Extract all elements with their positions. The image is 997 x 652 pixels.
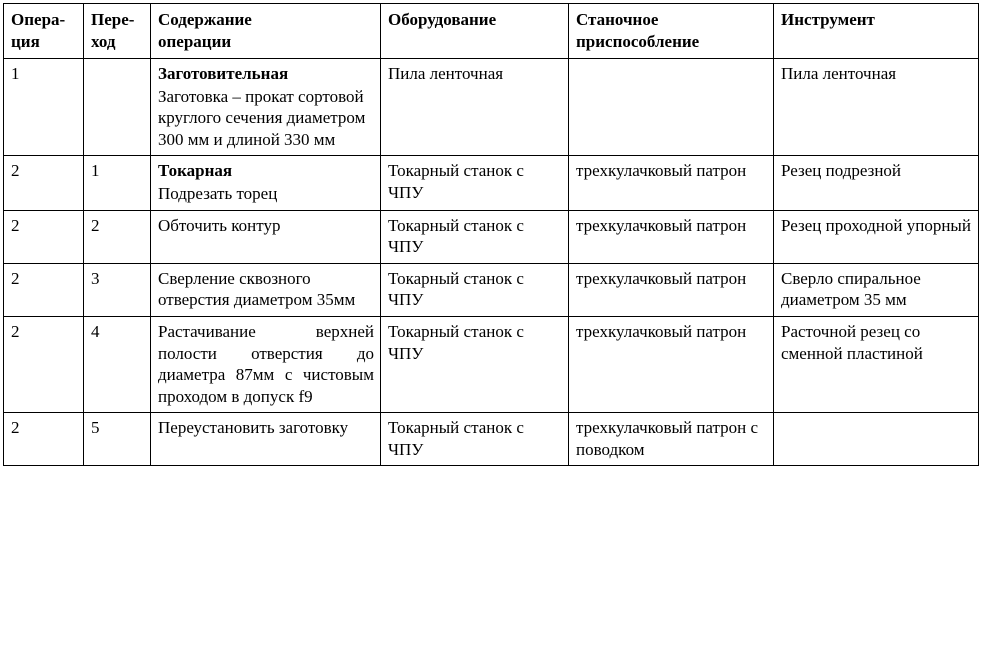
- cell-content-text: Переустановить заготовку: [158, 418, 349, 438]
- header-fixture: [569, 4, 774, 59]
- cell-transition: 5: [84, 413, 151, 466]
- header-transition-line2: ход: [91, 31, 116, 51]
- cell-content: [151, 59, 381, 156]
- cell-equipment: Пила ленточная: [381, 59, 569, 156]
- cell-content-title: Заготовительная: [158, 64, 289, 84]
- cell-content: [151, 263, 381, 316]
- cell-equipment: Токарный станок с ЧПУ: [381, 263, 569, 316]
- cell-content-title: Токарная: [158, 161, 233, 181]
- header-equipment: Оборудование: [381, 4, 569, 59]
- header-transition: [84, 4, 151, 59]
- table-body: [4, 59, 979, 466]
- header-content-line2: операции: [158, 31, 232, 51]
- cell-fixture: [569, 59, 774, 156]
- cell-tool: [774, 413, 979, 466]
- header-operation-line1: Опера-: [11, 10, 66, 29]
- cell-operation: 2: [4, 316, 84, 412]
- cell-content-text: Подрезать торец: [158, 184, 278, 204]
- cell-fixture: трехкулачковый патрон: [569, 263, 774, 316]
- cell-content-text: Заготовка – прокат сортовой круглого сечения диаметром 300 мм и длиной 330 мм: [158, 86, 366, 149]
- cell-fixture: трехкулачковый патрон: [569, 210, 774, 263]
- cell-tool: Расточной резец со сменной пластиной: [774, 316, 979, 412]
- table-row: [4, 316, 979, 412]
- table-row: [4, 263, 979, 316]
- header-transition-line1: Пере-: [91, 10, 135, 29]
- cell-fixture: трехкулачковый патрон с поводком: [569, 413, 774, 466]
- cell-transition: 2: [84, 210, 151, 263]
- header-fixture-line1: Станочное: [576, 10, 659, 29]
- cell-equipment: Токарный станок с ЧПУ: [381, 316, 569, 412]
- cell-transition: 3: [84, 263, 151, 316]
- header-content-line1: Содержание: [158, 10, 252, 29]
- table-row: [4, 413, 979, 466]
- cell-tool: Резец проходной упорный: [774, 210, 979, 263]
- cell-content: [151, 210, 381, 263]
- header-row: [4, 4, 979, 59]
- cell-tool: Сверло спиральное диаметром 35 мм: [774, 263, 979, 316]
- cell-transition: 1: [84, 156, 151, 210]
- cell-content: [151, 413, 381, 466]
- cell-operation: 2: [4, 413, 84, 466]
- cell-equipment: Токарный станок с ЧПУ: [381, 156, 569, 210]
- header-operation: [4, 4, 84, 59]
- cell-content-text: Растачивание верхней полости отверстия до диаметра 87мм с чистовым проходом в допуск f9: [158, 321, 374, 406]
- cell-transition: [84, 59, 151, 156]
- header-operation-line2: ция: [11, 31, 40, 51]
- cell-operation: 1: [4, 59, 84, 156]
- header-content: [151, 4, 381, 59]
- cell-operation: 2: [4, 263, 84, 316]
- cell-content-text: Обточить контур: [158, 215, 281, 235]
- cell-content: [151, 156, 381, 210]
- cell-equipment: Токарный станок с ЧПУ: [381, 210, 569, 263]
- cell-tool: Резец подрезной: [774, 156, 979, 210]
- table-row: [4, 210, 979, 263]
- header-tool: Инструмент: [774, 4, 979, 59]
- cell-content: [151, 316, 381, 412]
- cell-operation: 2: [4, 156, 84, 210]
- cell-fixture: трехкулачковый патрон: [569, 156, 774, 210]
- table-row: [4, 156, 979, 210]
- cell-transition: 4: [84, 316, 151, 412]
- cell-fixture: трехкулачковый патрон: [569, 316, 774, 412]
- table-row: [4, 59, 979, 156]
- process-route-table: [3, 3, 979, 466]
- cell-content-text: Сверление сквозного отверстия диаметром 35мм: [158, 268, 356, 310]
- header-fixture-line2: приспособление: [576, 31, 700, 51]
- cell-operation: 2: [4, 210, 84, 263]
- document-page: [0, 3, 997, 652]
- cell-equipment: Токарный станок с ЧПУ: [381, 413, 569, 466]
- table-header: [4, 4, 979, 59]
- cell-tool: Пила ленточная: [774, 59, 979, 156]
